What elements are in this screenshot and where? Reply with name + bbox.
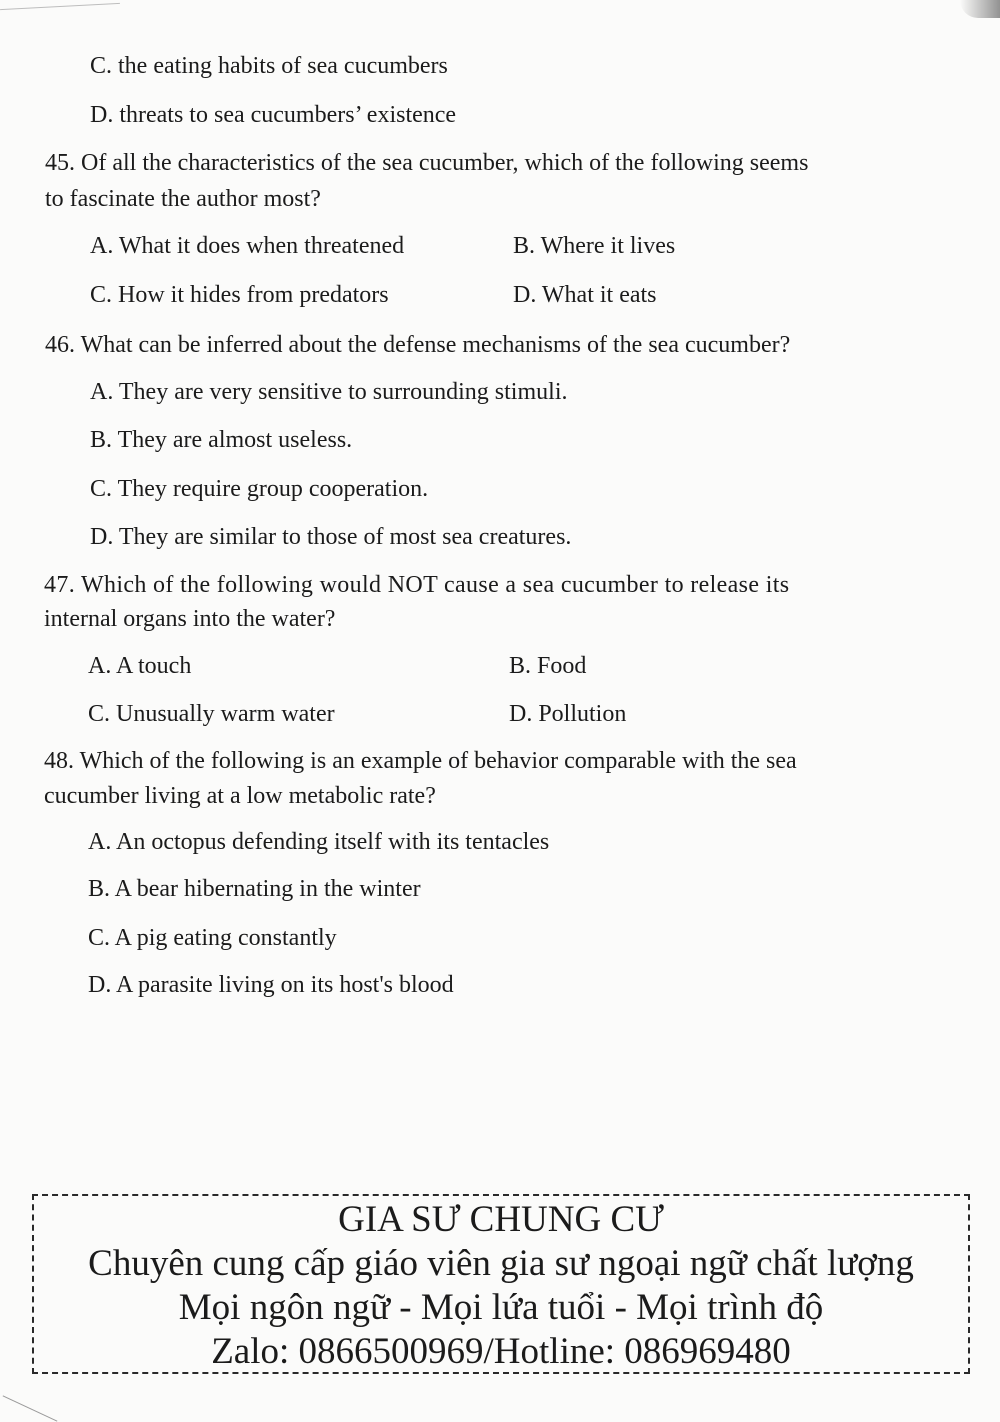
q48-stem-line2: cucumber living at a low metabolic rate? [44,783,436,809]
q47-stem-line2: internal organs into the water? [44,606,336,632]
q48-stem-line1: 48. Which of the following is an example of behavior comparable with the sea [44,748,797,774]
q47-option-a: A. A touch [88,653,192,679]
q46-option-c: C. They require group cooperation. [90,476,429,502]
ad-title: GIA SƯ CHUNG CƯ [338,1199,664,1240]
q45-option-b: B. Where it lives [513,233,676,259]
q47-stem-line1: 47. Which of the following would NOT cause a sea cucumber to release its [44,572,790,598]
q46-option-a: A. They are very sensitive to surrounding stimuli. [90,379,568,405]
q47-option-c: C. Unusually warm water [88,701,335,727]
q45-stem-line1: 45. Of all the characteristics of the sea cucumber, which of the following seems [45,150,809,176]
q45-option-a: A. What it does when threatened [90,233,405,259]
q48-option-a: A. An octopus defending itself with its tentacles [88,829,550,855]
scan-edge-mark [3,1395,58,1421]
tutor-ad-box [32,1194,970,1374]
q46-stem-line1: 46. What can be inferred about the defense mechanisms of the sea cucumber? [45,332,791,358]
q45-option-c: C. How it hides from predators [90,282,389,308]
q47-option-b: B. Food [509,653,587,679]
q48-option-c: C. A pig eating constantly [88,925,337,951]
ad-tagline: Chuyên cung cấp giáo viên gia sư ngoại ngữ chất lượng [88,1243,914,1284]
q46-option-b: B. They are almost useless. [90,427,353,453]
q48-option-b: B. A bear hibernating in the winter [88,876,421,902]
ad-contact: Zalo: 0866500969/Hotline: 086969480 [211,1331,791,1372]
q44-option-d: D. threats to sea cucumbers’ existence [90,102,457,128]
ad-audience: Mọi ngôn ngữ - Mọi lứa tuổi - Mọi trình độ [178,1287,824,1328]
scan-corner-shadow [960,0,1000,18]
q47-option-d: D. Pollution [509,701,627,727]
q45-stem-line2: to fascinate the author most? [45,186,321,212]
scan-edge-line [0,3,120,10]
q48-option-d: D. A parasite living on its host's blood [88,972,454,998]
q44-option-c: C. the eating habits of sea cucumbers [90,53,448,79]
q45-option-d: D. What it eats [513,282,657,308]
q46-option-d: D. They are similar to those of most sea creatures. [90,524,572,550]
